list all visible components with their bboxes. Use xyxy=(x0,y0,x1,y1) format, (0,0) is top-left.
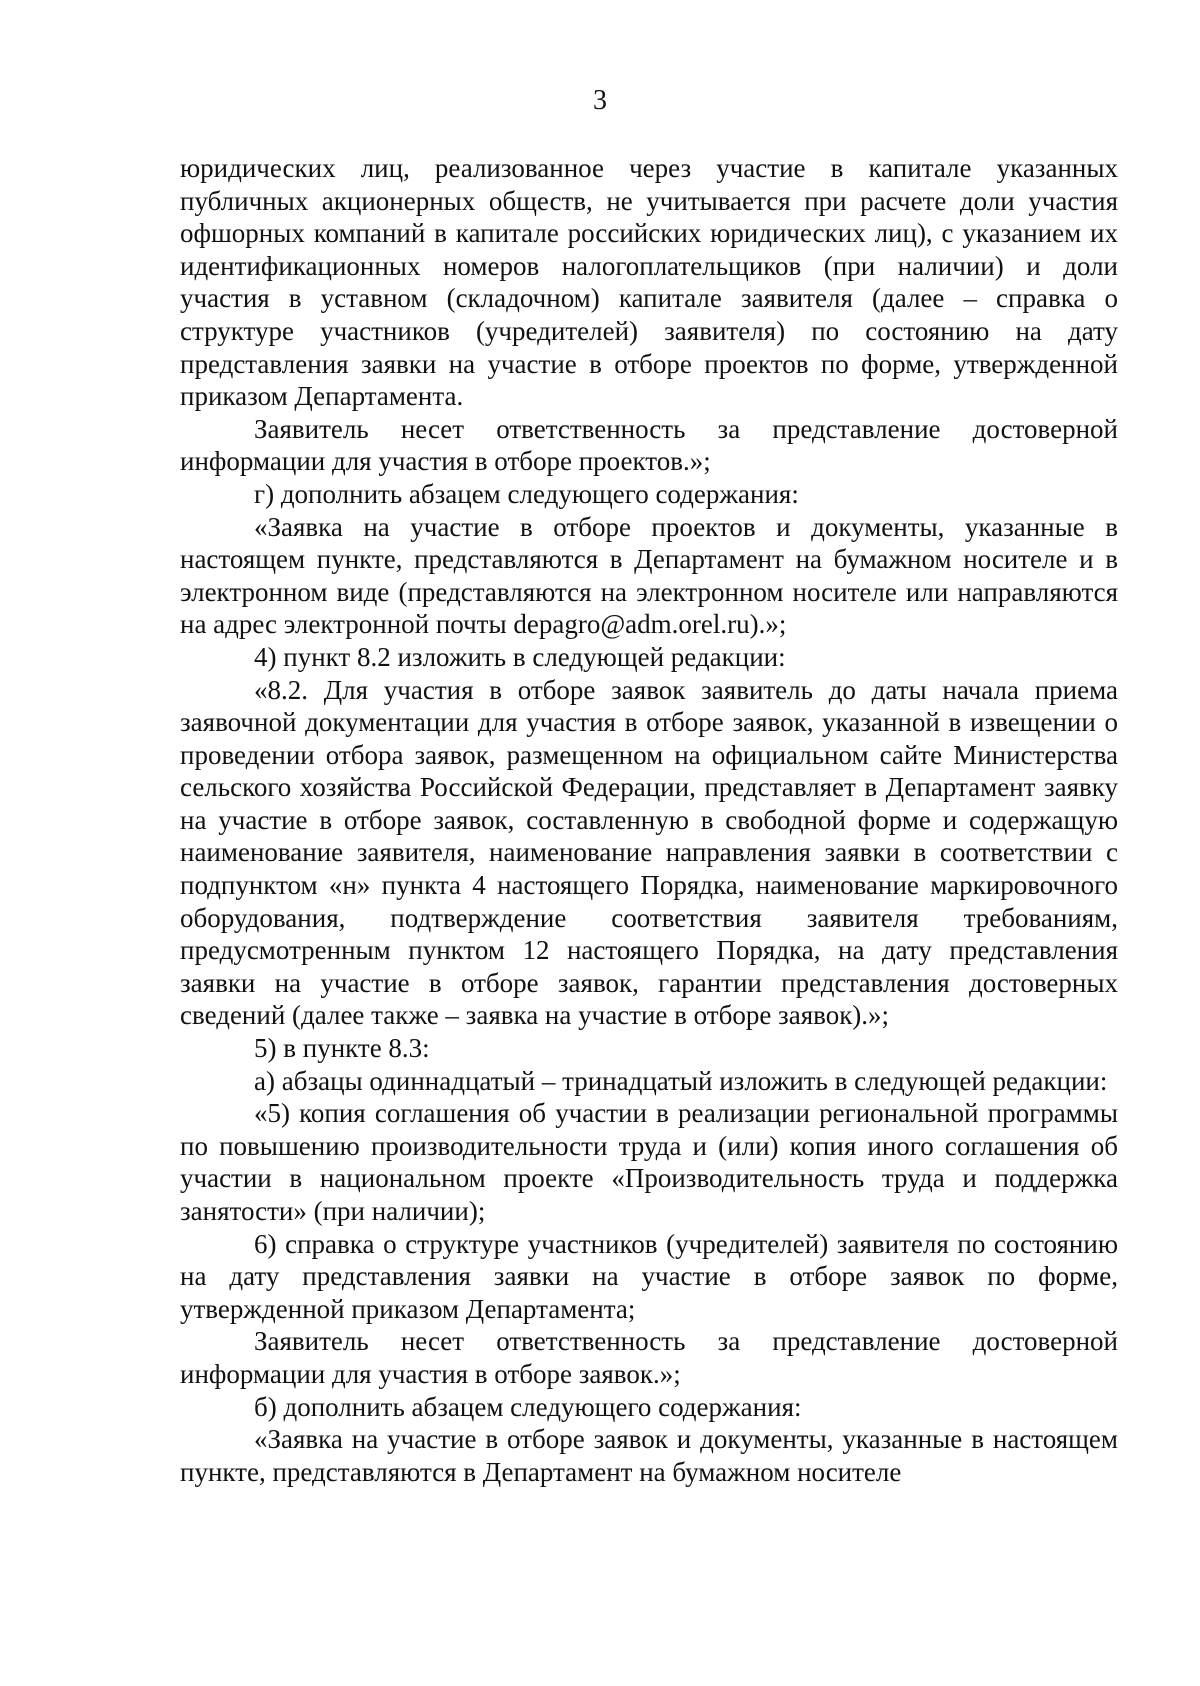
paragraph-application-projects: «Заявка на участие в отборе проектов и документы, указанные в настоящем пункте, представляются в Департамент на бумажном носителе и в электронном виде (представляются на электронном носителе или направляются на адрес электронной почты depagro@adm.orel.ru).»; xyxy=(180,511,1118,640)
paragraph-application-documents: «Заявка на участие в отборе заявок и документы, указанные в настоящем пункте, представляются в Департамент на бумажном носителе xyxy=(180,1424,1118,1487)
paragraph-continuation: юридических лиц, реализованное через участие в капитале указанных публичных акционерных обществ, не учитывается при расчете доли участия офшорных компаний в капитале российских юридических лиц), с указанием их идентификационных номеров налогоплательщиков (при наличии) и доли участия в уставном (складочном) капитале заявителя (далее – справка о структуре участников (учредителей) заявителя) по состоянию на дату представления заявки на участие в отборе проектов по форме, утвержденной приказом Департамента. xyxy=(180,153,1118,412)
paragraph-item-g: г) дополнить абзацем следующего содержания: xyxy=(254,478,799,509)
page-number: 3 xyxy=(593,85,607,116)
paragraph-subitem-5: «5) копия соглашения об участии в реализации региональной программы по повышению производительности труда и (или) копия иного соглашения об участии в национальном проекте «Производительность труда и поддержка занятости» (при наличии); xyxy=(180,1098,1118,1226)
paragraph-item-5: 5) в пункте 8.3: xyxy=(254,1033,430,1064)
paragraph-item-b: б) дополнить абзацем следующего содержания: xyxy=(254,1391,802,1422)
paragraph-subitem-6: 6) справка о структуре участников (учредителей) заявителя по состоянию на дату представления заявки на участие в отборе заявок по форме, утвержденной приказом Департамента; xyxy=(180,1228,1118,1324)
paragraph-responsibility-applications: Заявитель несет ответственность за представление достоверной информации для участия в отборе заявок.»; xyxy=(180,1326,1118,1389)
paragraph-item-a: а) абзацы одиннадцатый – тринадцатый изложить в следующей редакции: xyxy=(254,1065,1108,1096)
paragraph-responsibility-projects: Заявитель несет ответственность за представление достоверной информации для участия в отборе проектов.»; xyxy=(180,413,1118,477)
paragraph-item-4: 4) пункт 8.2 изложить в следующей редакции: xyxy=(254,641,786,672)
paragraph-clause-8-2: «8.2. Для участия в отборе заявок заявитель до даты начала приема заявочной документации для участия в отборе заявок, указанной в извещении о проведении отбора заявок, размещенном на официальном сайте Министерства сельского хозяйства Российской Федерации, представляет в Департамент заявку на участие в отборе заявок, составленную в свободной форме и содержащую наименование заявителя, наименование направления заявки в соответствии с подпунктом «н» пункта 4 настоящего Порядка, наименование маркировочного оборудования, подтверждение соответствия заявителя требованиям, предусмотренным пунктом 12 настоящего Порядка, на дату представления заявки на участие в отборе заявок, гарантии представления достоверных сведений (далее также – заявка на участие в отборе заявок).»; xyxy=(180,674,1118,1031)
document-body xyxy=(180,152,1118,1488)
